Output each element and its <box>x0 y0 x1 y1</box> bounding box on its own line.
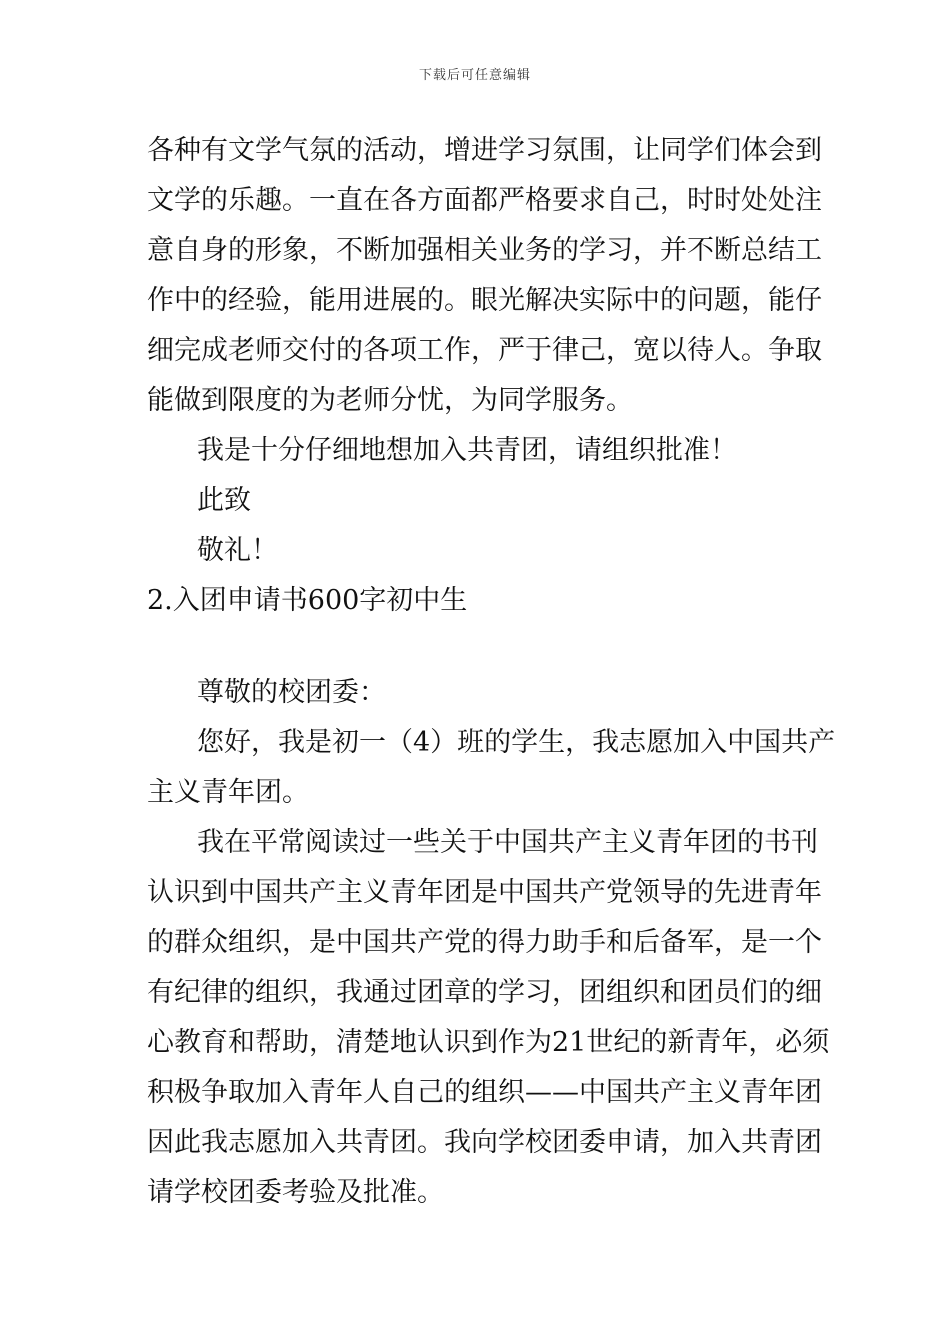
text-line: 有纪律的组织，我通过团章的学习，团组织和团员们的细 <box>147 977 822 1008</box>
text-line: 因此我志愿加入共青团。我向学校团委申请，加入共青团 <box>147 1127 822 1158</box>
text-line: 心教育和帮助，清楚地认识到作为21世纪的新青年，必须 <box>147 1027 830 1058</box>
text-line: 的群众组织，是中国共产党的得力助手和后备军，是一个 <box>147 927 822 958</box>
paragraph-body <box>147 818 830 1218</box>
text-line: 意自身的形象，不断加强相关业务的学习，并不断总结工 <box>147 235 822 266</box>
text-line: 各种有文学气氛的活动，增进学习氛围，让同学们体会到 <box>147 135 822 166</box>
request-line: 我是十分仔细地想加入共青团，请组织批准！ <box>197 435 737 466</box>
text-line: 能做到限度的为老师分忧，为同学服务。 <box>147 385 633 416</box>
document-body <box>147 126 836 1218</box>
salutation: 尊敬的校团委： <box>197 677 386 708</box>
text-line: 文学的乐趣。一直在各方面都严格要求自己，时时处处注 <box>147 185 822 216</box>
text-line: 细完成老师交付的各项工作，严于律己，宽以待人。争取 <box>147 335 822 366</box>
text-line: 积极争取加入青年人自己的组织——中国共产主义青年团 <box>147 1077 822 1108</box>
blank-space <box>147 626 812 668</box>
section-heading: 2.入团申请书600字初中生 <box>147 585 468 616</box>
closing-regards: 敬礼！ <box>197 535 278 566</box>
text-line: 认识到中国共产主义青年团是中国共产党领导的先进青年 <box>147 877 822 908</box>
paragraph-activities <box>147 126 822 426</box>
text-line: 我在平常阅读过一些关于中国共产主义青年团的书刊 <box>197 827 818 858</box>
closing-salutation: 此致 <box>197 485 251 516</box>
text-line: 作中的经验，能用进展的。眼光解决实际中的问题，能仔 <box>147 285 822 316</box>
text-line: 请学校团委考验及批准。 <box>147 1177 444 1208</box>
page-header-note: 下载后可任意编辑 <box>418 68 531 83</box>
paragraph-intro <box>147 718 836 818</box>
text-line: 主义青年团。 <box>147 777 309 808</box>
text-line: 您好，我是初一（4）班的学生，我志愿加入中国共产 <box>197 727 836 758</box>
